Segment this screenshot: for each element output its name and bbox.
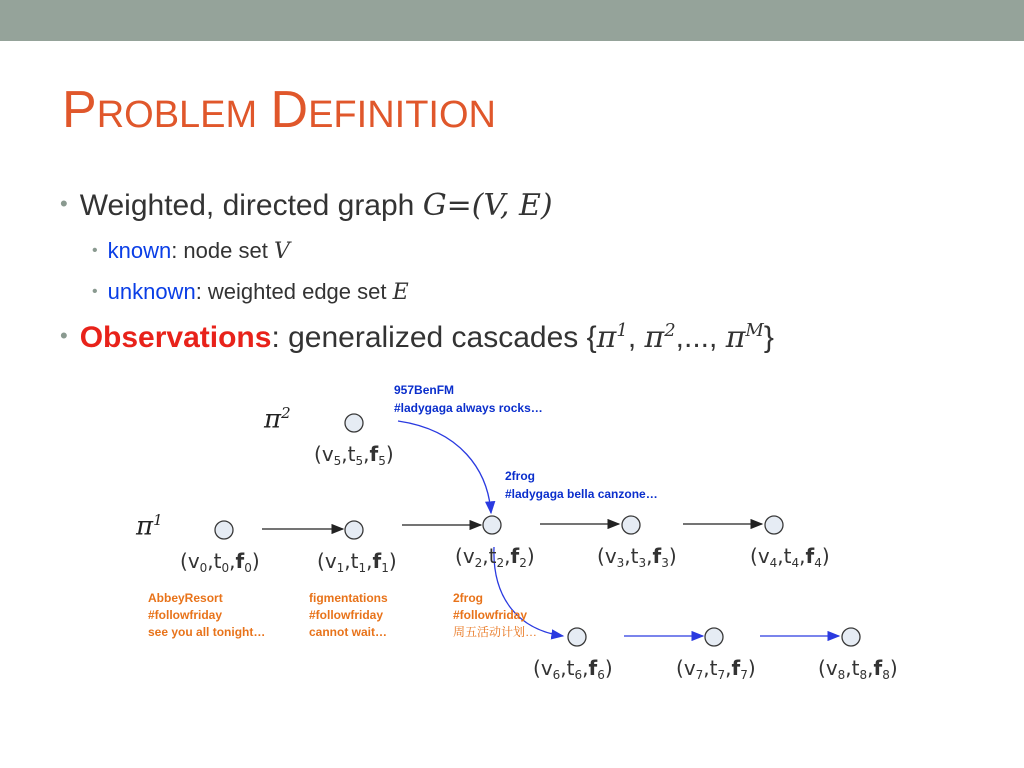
svg-text:figmentations: figmentations: [309, 591, 388, 605]
node-v0: [215, 521, 233, 539]
node-v8: [842, 628, 860, 646]
node-v6: [568, 628, 586, 646]
annotation-957benfm: [394, 383, 543, 415]
node-v7: [705, 628, 723, 646]
svg-text:2frog: 2frog: [453, 591, 483, 605]
node-v2: [483, 516, 501, 534]
svg-text:#followfriday: #followfriday: [309, 608, 384, 622]
node-label-v4: $(v_4,t_4,f_4)$: [750, 544, 830, 570]
node-v1: [345, 521, 363, 539]
node-label-v6: $(v_6,t_6,f_6)$: [533, 656, 613, 682]
svg-text:cannot wait…: cannot wait…: [309, 625, 388, 639]
edge-v5-v2: [398, 421, 491, 513]
svg-text:周五活动计划…: 周五活动计划…: [453, 625, 538, 639]
slide-title: PROBLEM DEFINITION: [62, 81, 496, 139]
bullet-graph: • Weighted, directed graph G=(V, E): [60, 188, 553, 223]
annotation-2frog-bottom: [453, 591, 537, 639]
node-label-v0: $(v_0,t_0,f_0)$: [180, 549, 260, 575]
node-v4: [765, 516, 783, 534]
bullet-unknown: • unknown: weighted edge set E: [92, 279, 409, 305]
annotation-2frog-top: [505, 469, 658, 501]
cascade-pi1-label: $\pi^1$: [136, 511, 163, 542]
node-v3: [622, 516, 640, 534]
svg-text:see you all tonight…: see you all tonight…: [148, 625, 266, 639]
svg-text:957BenFM: 957BenFM: [394, 383, 455, 397]
svg-text:#ladygaga always rocks…: #ladygaga always rocks…: [394, 401, 543, 415]
node-label-v5: $(v_5,t_5,f_5)$: [314, 442, 394, 468]
annotation-figmentations: [309, 591, 388, 639]
svg-text:#followfriday: #followfriday: [453, 608, 528, 622]
bullet-dot: •: [92, 283, 98, 300]
bullet-dot: •: [92, 242, 98, 259]
svg-text:2frog: 2frog: [505, 469, 535, 483]
svg-text:#followfriday: #followfriday: [148, 608, 223, 622]
node-label-v2: $(v_2,t_2,f_2)$: [455, 544, 535, 570]
node-label-v1: $(v_1,t_1,f_1)$: [317, 549, 397, 575]
node-v5: [345, 414, 363, 432]
bullet-dot: •: [60, 323, 68, 348]
svg-text:#ladygaga bella canzone…: #ladygaga bella canzone…: [505, 487, 658, 501]
bullet-observations: • Observations: generalized cascades {$\pi^1$, $\pi^2$,..., $\pi^M$}: [60, 320, 774, 355]
svg-text:AbbeyResort: AbbeyResort: [148, 591, 223, 605]
bullet-known: • known: node set V: [92, 238, 290, 264]
cascade-pi2-label: $\pi^2$: [264, 404, 291, 435]
node-label-v7: $(v_7,t_7,f_7)$: [676, 656, 756, 682]
bullet-dot: •: [60, 191, 68, 216]
annotation-abbeyresort: [148, 591, 265, 639]
node-label-v3: $(v_3,t_3,f_3)$: [597, 544, 677, 570]
node-label-v8: $(v_8,t_8,f_8)$: [818, 656, 898, 682]
